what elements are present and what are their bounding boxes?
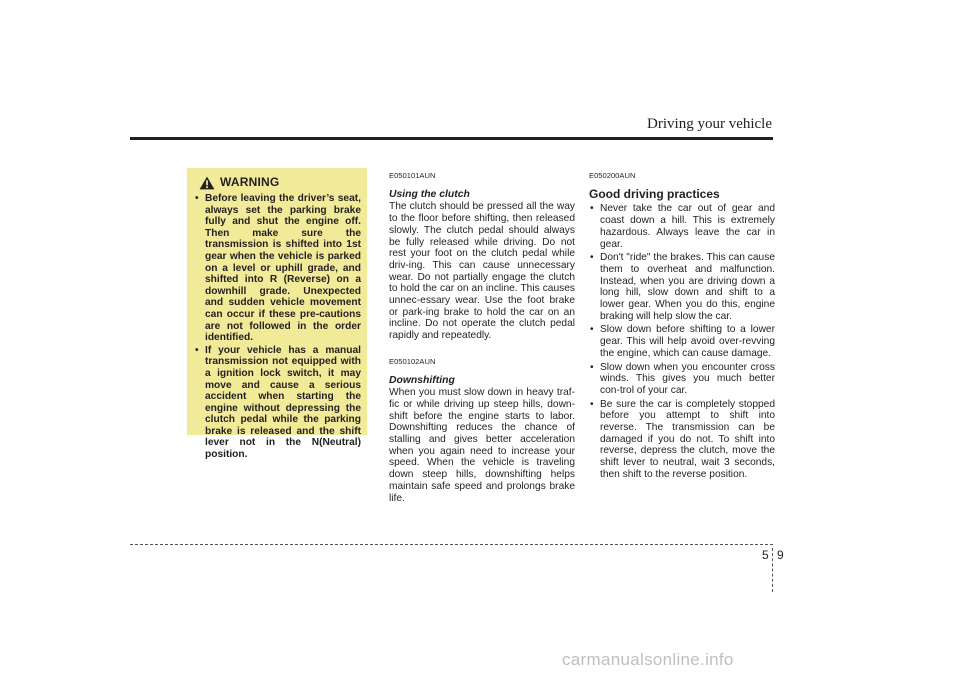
list-item: • Be sure the car is completely stopped before you attempt to shift into reverse. The transmission can be damaged if you do not. To shift into reverse, depress the clutch, move the shift lever to neutral, wait 3 seconds, then shift to the reverse position. [590,398,775,480]
warning-list [193,193,361,461]
warning-triangle-icon [199,176,215,190]
footer-rule [130,544,773,545]
warning-title: WARNING [220,175,280,190]
section-title: Driving your vehicle [647,116,772,132]
practices-list [589,203,775,480]
warning-header [199,176,361,190]
warning-box [187,168,367,461]
downshifting-heading: Downshifting [389,374,455,386]
section-code: E050102AUN [389,356,436,366]
middle-column [389,170,575,504]
warning-item: • Before leaving the driver’s seat, always set the parking brake fully and shut the engine off. Then make sure the transmission is shifted into 1st gear when the vehicle is parked on a level or uphill grade, and shifted into R (Reverse) on a downhill grade. Unexpected and sudden vehicle movement can occur if these pre-cautions are not followed in the order identified. [195,193,361,344]
section-code: E050101AUN [389,171,436,180]
list-item: • Don't "ride" the brakes. This can cause them to overheat and malfunction. Instead, when you are driving down a long hill, slow down and shift to a lower gear. When you do this, engine braking will help slow the car. [590,252,775,322]
warning-item: • If your vehicle has a manual transmission not equipped with a ignition lock switch, it may move and cause a serious accident when starting the engine without depressing the clutch pedal while the parking brake is released and the shift lever not in the N(Neutral) position. [195,344,361,461]
downshifting-body: When you must slow down in heavy traf-fic or while driving up steep hills, down-shift before the engine starts to labor. Downshifting reduces the chance of stalling and gives better acceleration when you again need to increase your speed. When the vehicle is traveling down steep hills, downshifting helps maintain safe speed and prolongs brake life. [389,387,575,504]
header-rule [130,137,773,140]
page-number: 9 [777,548,784,562]
clutch-heading: Using the clutch [389,188,470,200]
clutch-body: The clutch should be pressed all the way to the floor before shifting, then released slowly. The clutch pedal should always be fully released while driving. Do not rest your foot on the clutch pedal while driv-ing. This can cause unnecessary wear. Do not partially engage the clutch to hold the car on an incline. This causes unnec-essary wear. Use the foot brake or park-ing brake to hold the car on an incline. Do not operate the clutch pedal rapidly and repeatedly. [389,201,575,342]
page-number-divider [772,548,773,592]
section-code: E050200AUN [589,171,636,180]
right-column [589,170,775,483]
list-item: • Slow down when you encounter cross winds. This gives you much better con-trol of your car. [590,361,775,396]
chapter-number: 5 [762,548,769,562]
list-item: • Slow down before shifting to a lower gear. This will help avoid over-revving the engine, which can cause damage. [590,324,775,359]
watermark: carmanualsonline.info [562,650,734,669]
list-item: • Never take the car out of gear and coast down a hill. This is extremely hazardous. Always leave the car in gear. [590,203,775,250]
practices-heading: Good driving practices [589,186,720,201]
